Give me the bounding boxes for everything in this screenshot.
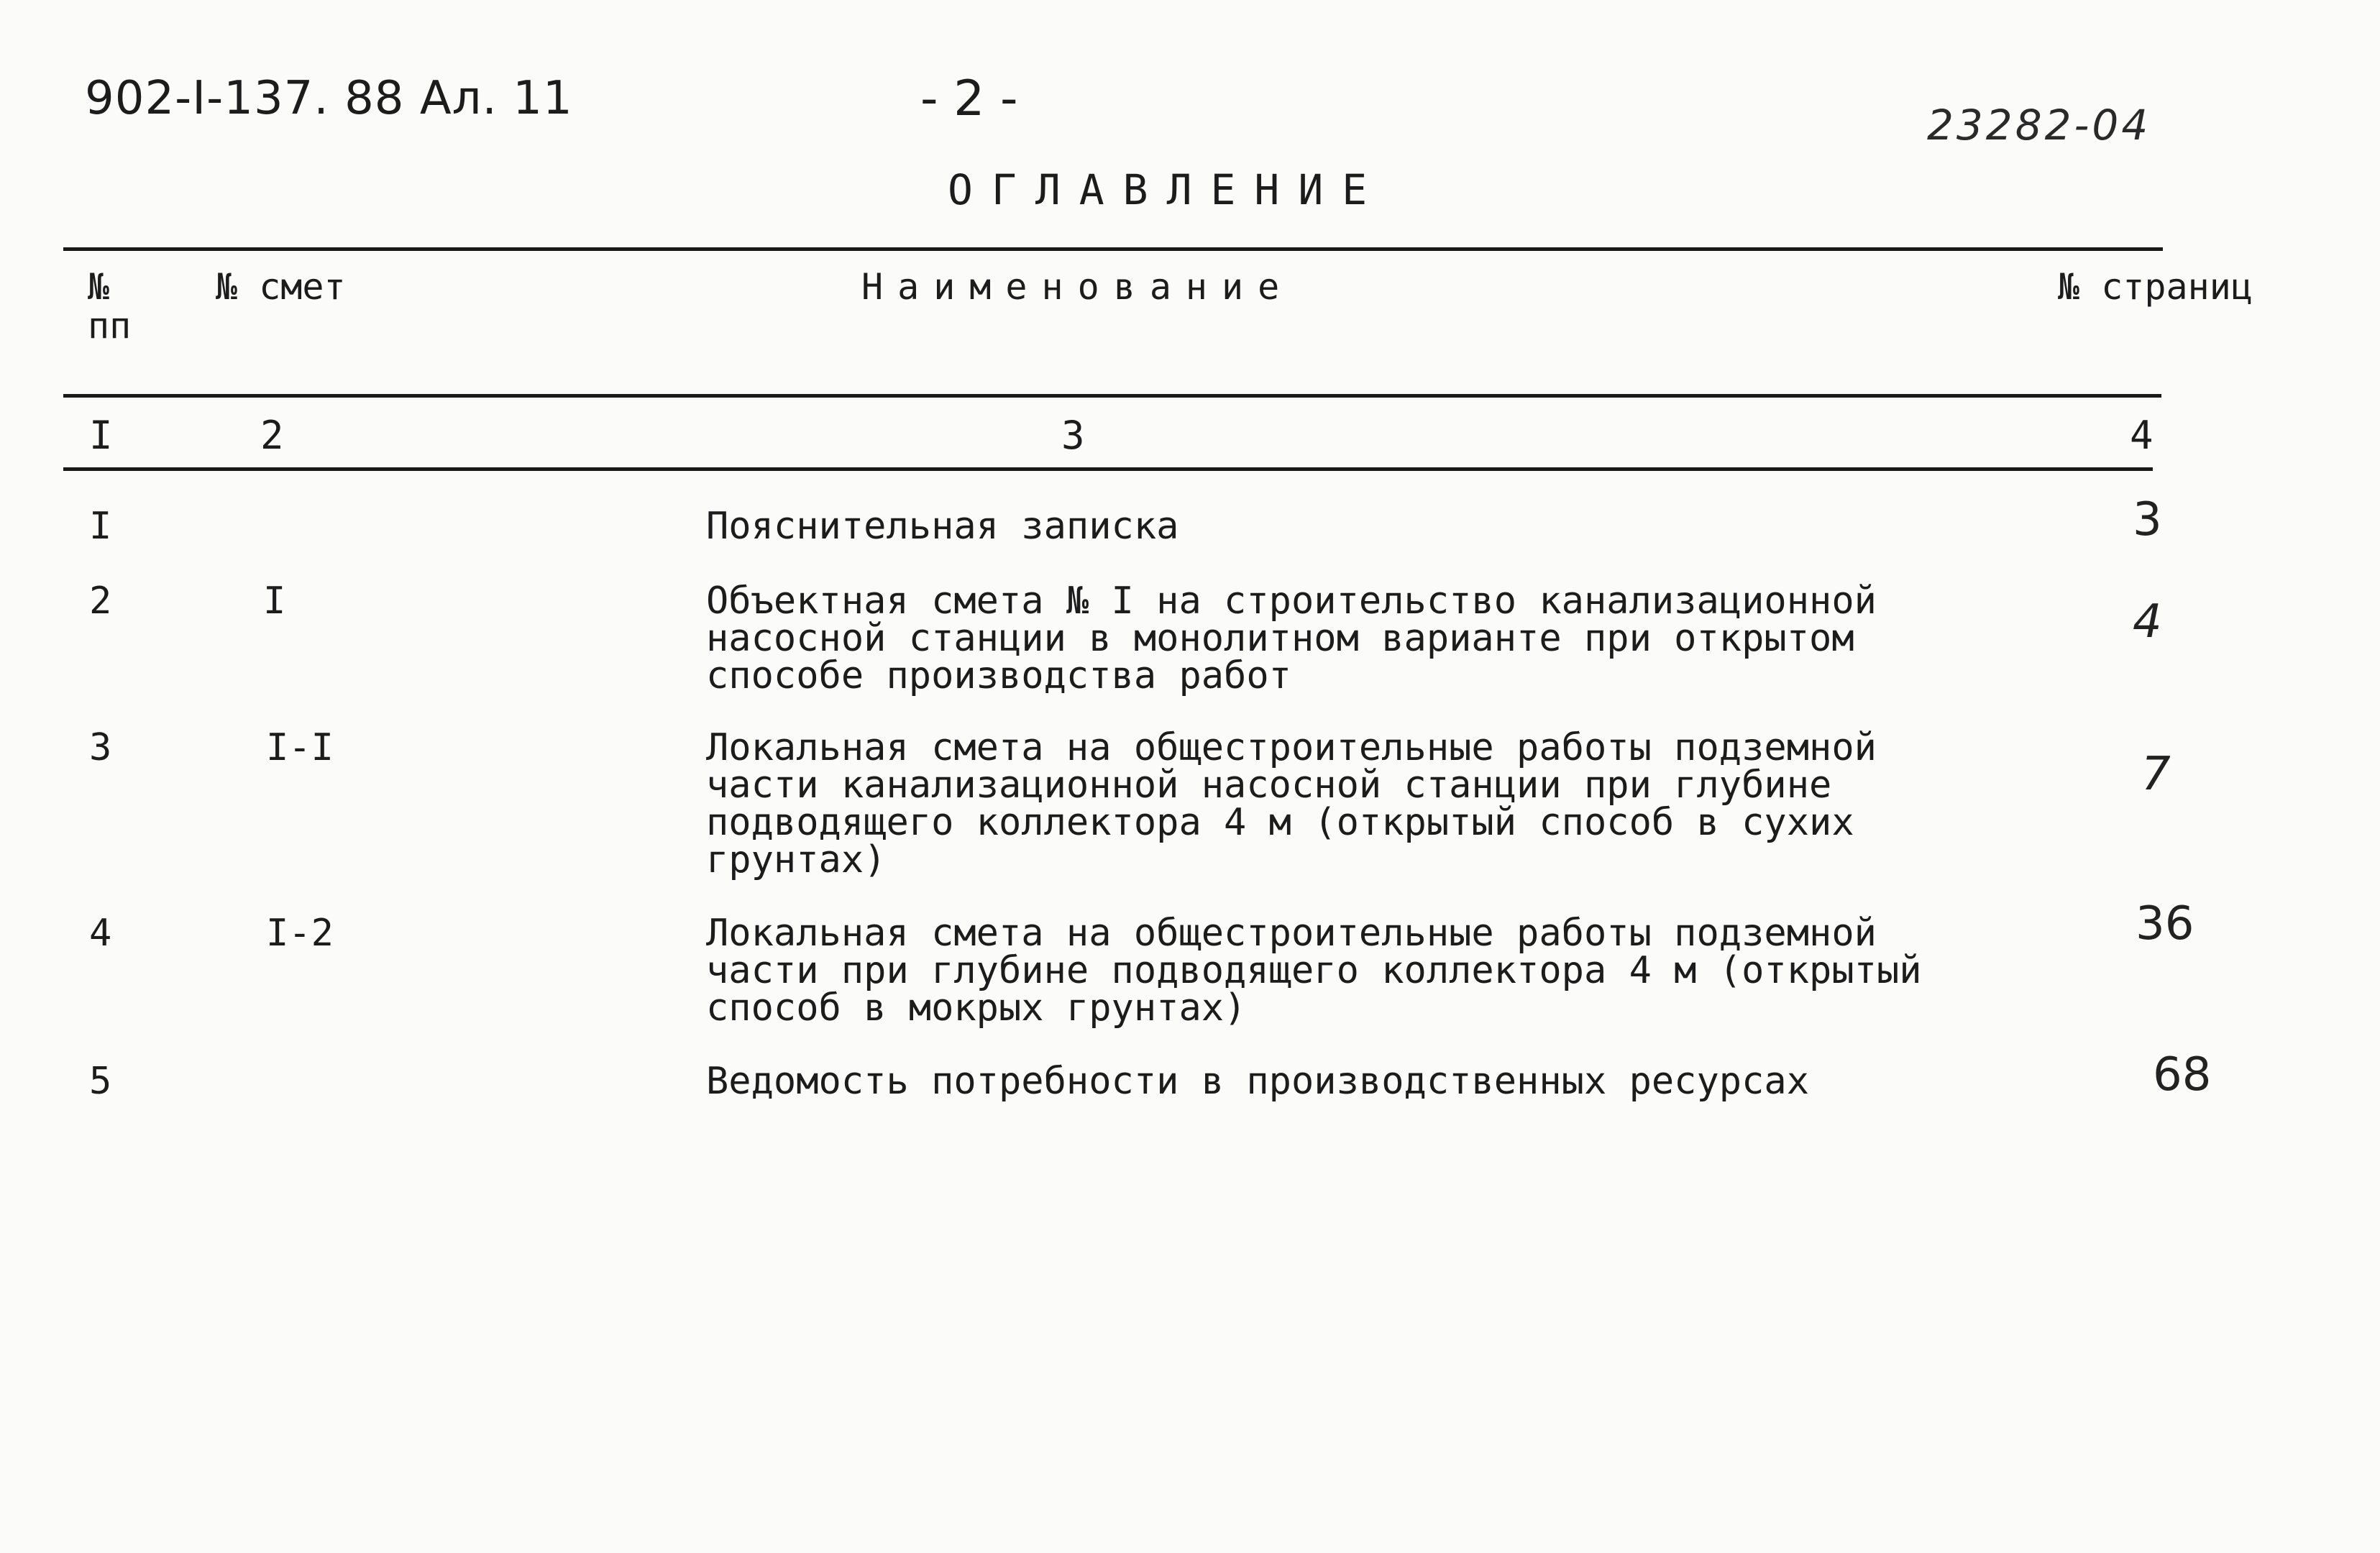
document-code: 902-I-137. 88 Ал. 11 bbox=[85, 72, 573, 125]
row-estimate: I-I bbox=[266, 726, 334, 769]
row-name: Локальная смета на общестроительные работы подземной части канализационной насосной станции при глубине подводящего коллектора 4 м (открытый способ в сухих грунтах) bbox=[706, 726, 1877, 881]
table-top-rule bbox=[63, 247, 2163, 251]
page-number: - 2 - bbox=[920, 70, 1018, 127]
column-number: 4 bbox=[2130, 413, 2154, 458]
row-number: 3 bbox=[89, 726, 112, 769]
row-page: 4 bbox=[2133, 595, 2162, 649]
column-number: 3 bbox=[1061, 413, 1085, 458]
row-name: Локальная смета на общестроительные работы подземной части при глубине подводящего коллектора 4 м (открытый способ в мокрых грунтах) bbox=[706, 912, 1922, 1030]
row-number: 4 bbox=[89, 912, 112, 955]
row-estimate: I-2 bbox=[266, 912, 334, 955]
header-col-pages: № страниц bbox=[2058, 266, 2253, 308]
row-estimate: I bbox=[263, 579, 286, 623]
row-page: 7 bbox=[2141, 748, 2171, 801]
document-title: ОГЛАВЛЕНИЕ bbox=[948, 165, 1386, 214]
row-number: 2 bbox=[89, 579, 112, 623]
header-col-estimate: № смет bbox=[216, 266, 346, 308]
row-page: 36 bbox=[2136, 897, 2194, 950]
colnum-bottom-rule bbox=[63, 467, 2153, 471]
column-number: I bbox=[89, 413, 113, 458]
column-number: 2 bbox=[260, 413, 284, 458]
archive-number: 23282-04 bbox=[1927, 101, 2151, 150]
row-name: Объектная смета № I на строительство канализационной насосной станции в монолитном варианте при открытом способе производства работ bbox=[706, 579, 1877, 697]
header-col-number: № пп bbox=[88, 266, 132, 347]
row-name: Пояснительная записка bbox=[706, 505, 1179, 548]
row-number: I bbox=[89, 505, 112, 548]
header-bottom-rule bbox=[63, 394, 2161, 398]
row-page: 3 bbox=[2133, 493, 2162, 546]
row-page: 68 bbox=[2153, 1048, 2212, 1101]
row-number: 5 bbox=[89, 1060, 112, 1103]
header-col-name: Наименование bbox=[861, 266, 1294, 308]
row-name: Ведомость потребности в производственных ресурсах bbox=[706, 1060, 1810, 1103]
